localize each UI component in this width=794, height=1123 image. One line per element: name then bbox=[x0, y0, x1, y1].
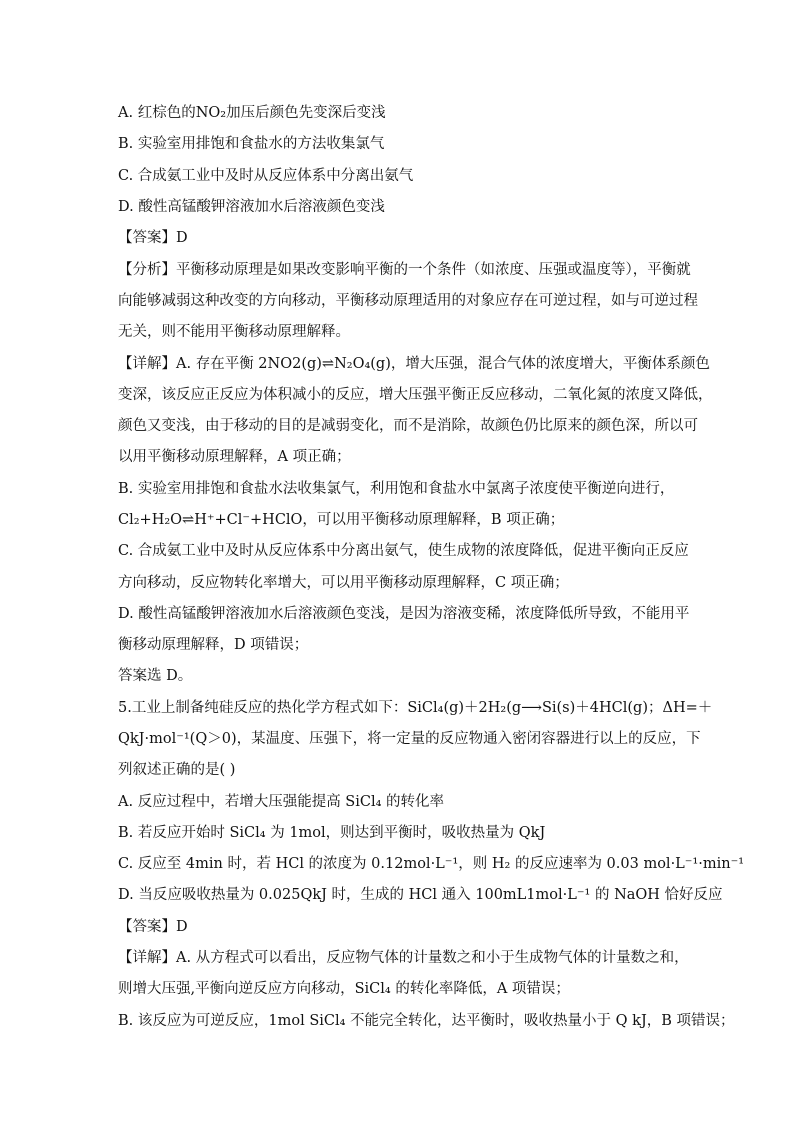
question-5-line-2: QkJ·mol⁻¹(Q＞0)，某温度、压强下，将一定量的反应物通入密闭容器进行以上的反应，下 bbox=[118, 731, 701, 747]
explanation-line-2: 变深，该反应正反应为体积减小的反应，增大压强平衡正反应移动，二氧化氮的浓度又降低， bbox=[118, 387, 713, 403]
explanation-line-3: 颜色又变浅，由于移动的目的是减弱变化，而不是消除，故颜色仍比原来的颜色深，所以可 bbox=[118, 418, 698, 434]
option-d-q4: D. 酸性高锰酸钾溶液加水后溶液颜色变浅 bbox=[118, 199, 385, 215]
explanation-line-4: 以用平衡移动原理解释，A 项正确； bbox=[118, 449, 351, 465]
explanation-d-line-1: D. 酸性高锰酸钾溶液加水后溶液颜色变浅，是因为溶液变稀，浓度降低所导致，不能用平 bbox=[118, 606, 690, 622]
explanation-c-line-1: C. 合成氨工业中及时从反应体系中分离出氨气，使生成物的浓度降低，促进平衡向正反应 bbox=[118, 543, 689, 559]
explanation-q5-line-3: B. 该反应为可逆反应，1mol SiCl₄ 不能完全转化，达平衡时，吸收热量小于 Q kJ，B 项错误； bbox=[118, 1013, 735, 1029]
explanation-b-line-2: Cl₂+H₂O⇌H⁺+Cl⁻+HClO，可以用平衡移动原理解释，B 项正确； bbox=[118, 512, 565, 528]
option-a-q4: A. 红棕色的NO₂加压后颜色先变深后变浅 bbox=[118, 105, 386, 121]
analysis-line-2: 向能够减弱这种改变的方向移动，平衡移动原理适用的对象应存在可逆过程，如与可逆过程 bbox=[118, 293, 698, 309]
question-5-line-1: 5.工业上制备纯硅反应的热化学方程式如下：SiCl₄(g)＋2H₂(g⟶Si(s)＋4HCl(g)；ΔH=＋ bbox=[118, 700, 713, 716]
question-5-line-3: 列叙述正确的是( ) bbox=[118, 762, 236, 778]
option-c-q5: C. 反应至 4min 时，若 HCl 的浓度为 0.12mol·L⁻¹，则 H₂ 的反应速率为 0.03 mol·L⁻¹·min⁻¹ bbox=[118, 856, 745, 872]
answer-choice-q4: 答案选 D。 bbox=[118, 668, 193, 684]
explanation-c-line-2: 方向移动，反应物转化率增大，可以用平衡移动原理解释，C 项正确； bbox=[118, 575, 569, 591]
explanation-b-line-1: B. 实验室用排饱和食盐水法收集氯气，利用饱和食盐水中氯离子浓度使平衡逆向进行， bbox=[118, 481, 675, 497]
option-a-q5: A. 反应过程中，若增大压强能提高 SiCl₄ 的转化率 bbox=[118, 794, 445, 810]
explanation-line-1: 【详解】A. 存在平衡 2NO2(g)⇌N₂O₄(g)，增大压强，混合气体的浓度增大，平衡体系颜色 bbox=[118, 356, 710, 372]
option-c-q4: C. 合成氨工业中及时从反应体系中分离出氨气 bbox=[118, 168, 414, 184]
analysis-line-3: 无关，则不能用平衡移动原理解释。 bbox=[118, 324, 350, 340]
option-d-q5: D. 当反应吸收热量为 0.025QkJ 时，生成的 HCl 通入 100mL1mol·L⁻¹ 的 NaOH 恰好反应 bbox=[118, 887, 723, 903]
explanation-q5-line-2: 则增大压强,平衡向逆反应方向移动，SiCl₄ 的转化率降低，A 项错误； bbox=[118, 981, 570, 997]
analysis-line-1: 【分析】平衡移动原理是如果改变影响平衡的一个条件（如浓度、压强或温度等），平衡就 bbox=[118, 262, 691, 278]
answer-q5: 【答案】D bbox=[118, 919, 188, 935]
explanation-d-line-2: 衡移动原理解释，D 项错误； bbox=[118, 637, 309, 653]
explanation-q5-line-1: 【详解】A. 从方程式可以看出，反应物气体的计量数之和小于生成物气体的计量数之和， bbox=[118, 950, 689, 966]
option-b-q5: B. 若反应开始时 SiCl₄ 为 1mol，则达到平衡时，吸收热量为 QkJ bbox=[118, 825, 546, 841]
option-b-q4: B. 实验室用排饱和食盐水的方法收集氯气 bbox=[118, 136, 385, 152]
answer-q4: 【答案】D bbox=[118, 230, 188, 246]
